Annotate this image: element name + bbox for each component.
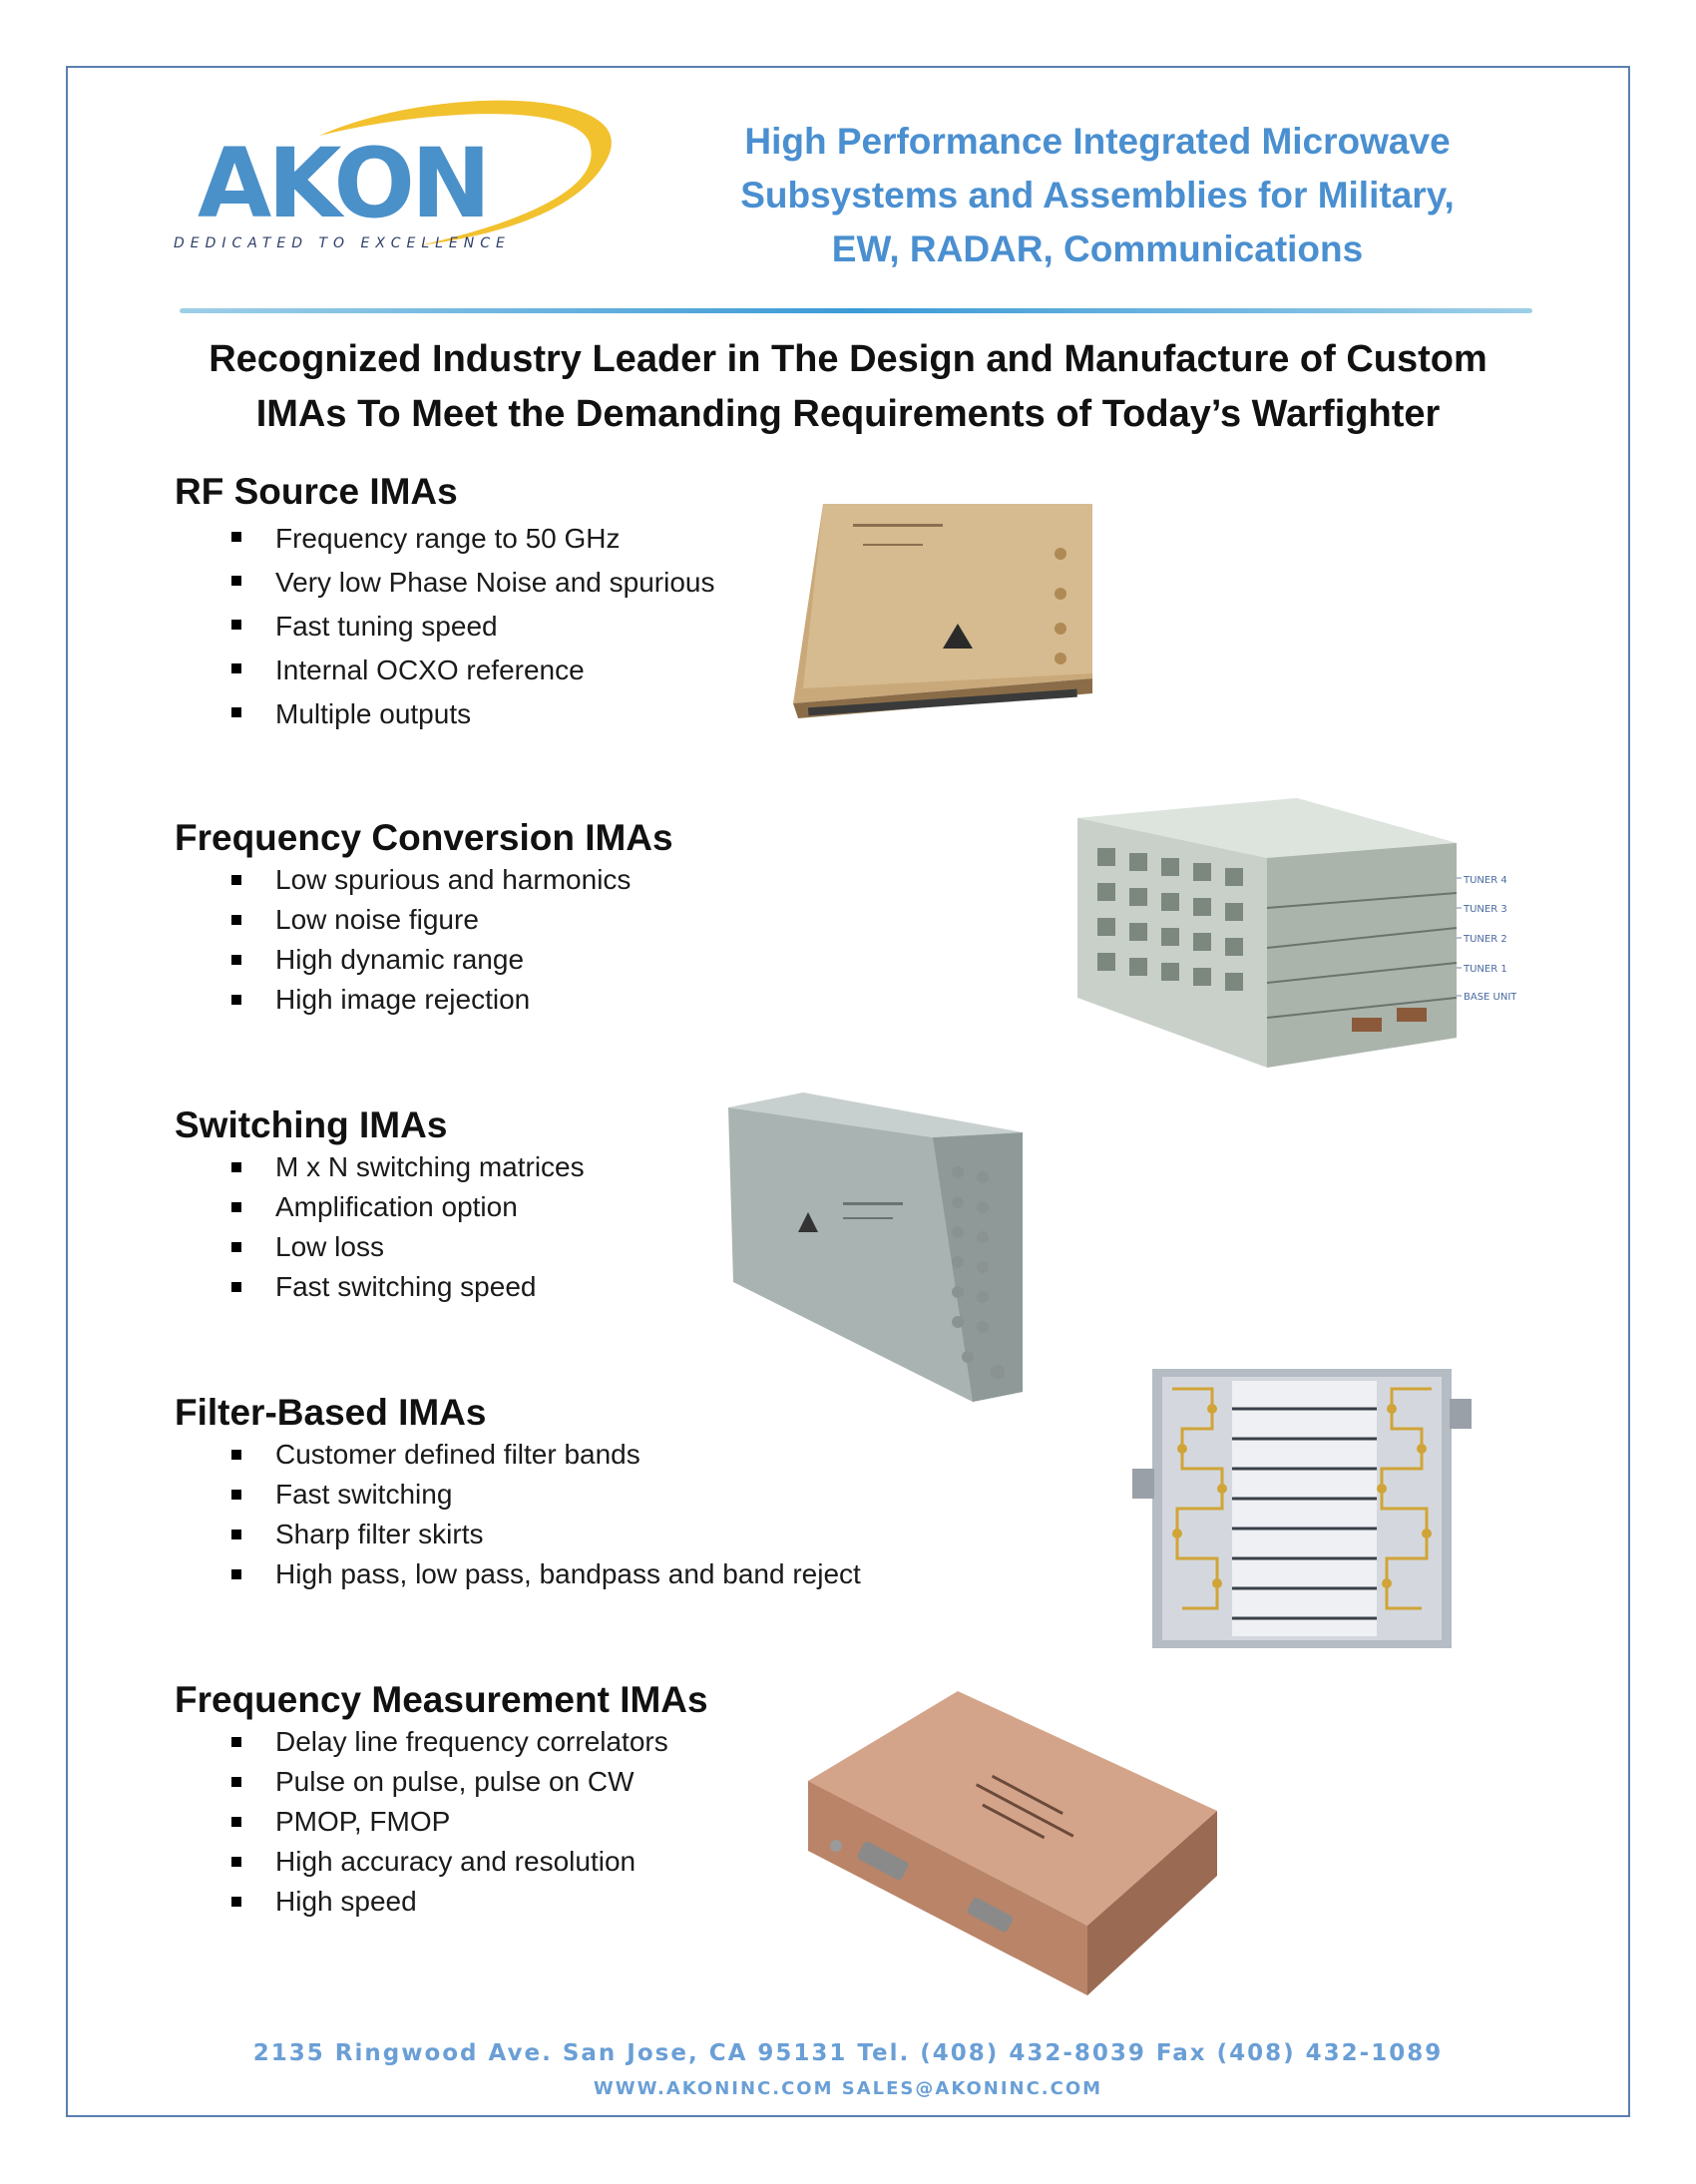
list-item: Sharp filter skirts bbox=[175, 1515, 861, 1554]
label-base-unit: BASE UNIT bbox=[1464, 992, 1516, 1003]
frequency-measurement-module-image bbox=[808, 1691, 1217, 2000]
logo-tagline: DEDICATED TO EXCELLENCE bbox=[174, 235, 511, 251]
list-item: High pass, low pass, bandpass and band reject bbox=[175, 1554, 861, 1594]
section-title: RF Source IMAs bbox=[175, 471, 458, 512]
section-frequency-measurement bbox=[175, 1678, 708, 1922]
list-item: Pulse on pulse, pulse on CW bbox=[175, 1762, 708, 1802]
list-item: Fast switching speed bbox=[175, 1267, 585, 1307]
list-item: Low spurious and harmonics bbox=[175, 860, 673, 900]
label-tuner-4: TUNER 4 bbox=[1464, 875, 1507, 886]
list-item: Frequency range to 50 GHz bbox=[175, 517, 714, 561]
section-title: Frequency Conversion IMAs bbox=[175, 817, 673, 858]
list-item: Amplification option bbox=[175, 1187, 585, 1227]
list-item: Fast switching bbox=[175, 1475, 861, 1515]
feature-list bbox=[175, 1435, 861, 1594]
list-item: M x N switching matrices bbox=[175, 1147, 585, 1187]
header-title: High Performance Integrated Microwave Subsystems and Assemblies for Military, EW, RADAR, Communications bbox=[740, 121, 1455, 269]
list-item: Low noise figure bbox=[175, 900, 673, 940]
switching-matrix-image bbox=[723, 1092, 1053, 1402]
section-title: Filter-Based IMAs bbox=[175, 1392, 487, 1433]
footer-web: WWW.AKONINC.COM SALES@AKONINC.COM bbox=[593, 2078, 1103, 2099]
section-title: Switching IMAs bbox=[175, 1104, 448, 1145]
list-item: Multiple outputs bbox=[175, 692, 714, 736]
list-item: High image rejection bbox=[175, 980, 673, 1020]
list-item: Fast tuning speed bbox=[175, 605, 714, 649]
list-item: High accuracy and resolution bbox=[175, 1842, 708, 1882]
frequency-conversion-stack-image bbox=[1067, 798, 1516, 1073]
rf-source-module-image bbox=[793, 494, 1092, 723]
footer-address: 2135 Ringwood Ave. San Jose, CA 95131 Tel. (408) 432-8039 Fax (408) 432-1089 bbox=[252, 2040, 1444, 2066]
list-item: High dynamic range bbox=[175, 940, 673, 980]
section-rf-source bbox=[175, 470, 714, 736]
section-filter-based bbox=[175, 1391, 861, 1594]
list-item: Customer defined filter bands bbox=[175, 1435, 861, 1475]
feature-list bbox=[175, 1147, 585, 1307]
list-item: High speed bbox=[175, 1882, 708, 1922]
list-item: PMOP, FMOP bbox=[175, 1802, 708, 1842]
logo-wordmark: AKON bbox=[198, 128, 488, 239]
feature-list bbox=[175, 860, 673, 1020]
feature-list bbox=[175, 1722, 708, 1922]
feature-list bbox=[175, 517, 714, 736]
section-title: Frequency Measurement IMAs bbox=[175, 1679, 708, 1720]
label-tuner-2: TUNER 2 bbox=[1464, 934, 1507, 945]
label-tuner-3: TUNER 3 bbox=[1464, 904, 1507, 915]
list-item: Delay line frequency correlators bbox=[175, 1722, 708, 1762]
list-item: Low loss bbox=[175, 1227, 585, 1267]
section-switching bbox=[175, 1103, 585, 1307]
page-headline: Recognized Industry Leader in The Design and Manufacture of Custom IMAs To Meet the Demanding Requirements of Today’s Warfighter bbox=[209, 338, 1487, 435]
filter-bank-image bbox=[1132, 1369, 1472, 1648]
header-divider bbox=[180, 308, 1532, 313]
list-item: Very low Phase Noise and spurious bbox=[175, 561, 714, 605]
section-frequency-conversion bbox=[175, 816, 673, 1020]
list-item: Internal OCXO reference bbox=[175, 649, 714, 692]
akon-logo bbox=[170, 96, 638, 255]
label-tuner-1: TUNER 1 bbox=[1464, 964, 1507, 975]
